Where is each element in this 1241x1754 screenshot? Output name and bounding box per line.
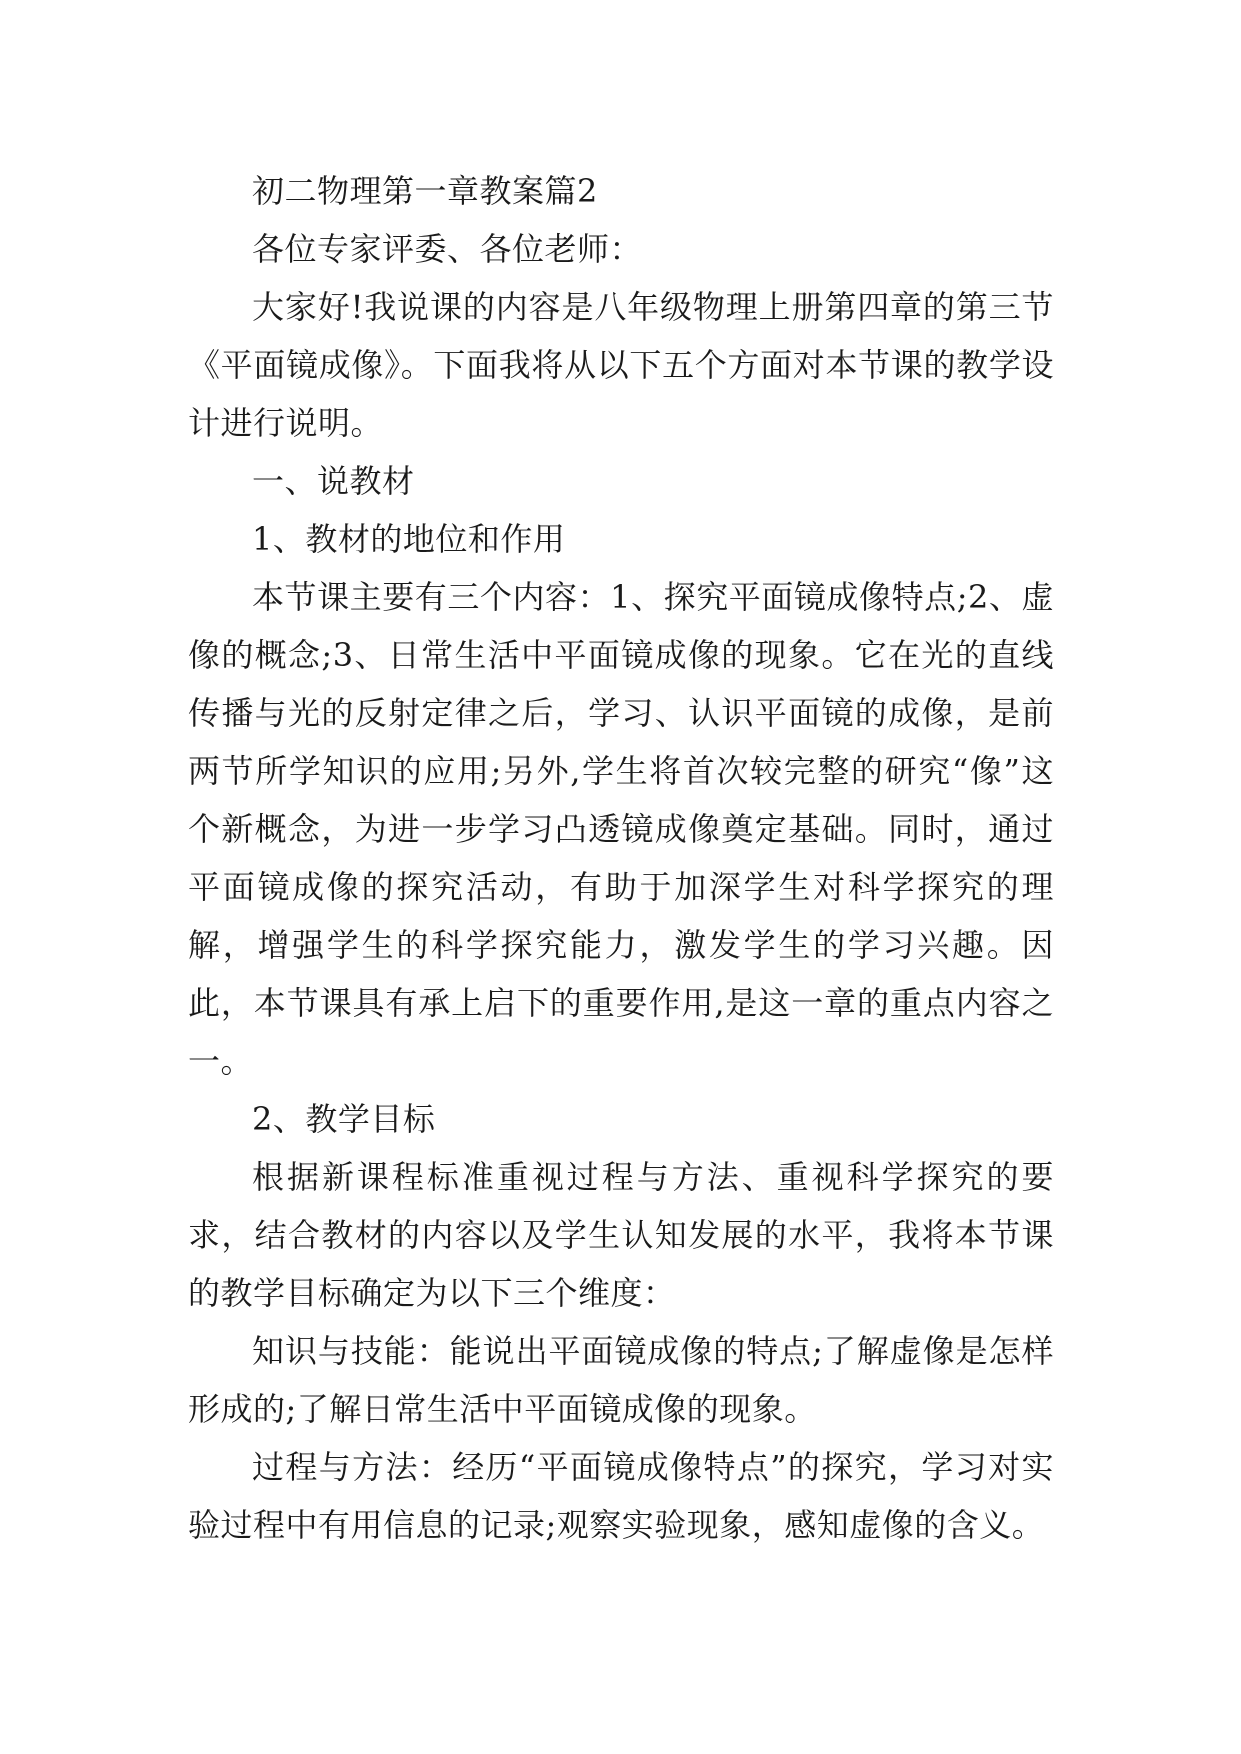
subheading-goals: 2、教学目标 [252, 1100, 436, 1138]
section-heading-textbook: 一、说教材 [252, 462, 415, 500]
paragraph-process: 过程与方法：经历“平面镜成像特点”的探究，学习对实验过程中有用信息的记录;观察实验现象，感知虚像的含义。 [188, 1448, 1054, 1544]
document-body [188, 162, 1054, 1554]
paragraph-intro: 大家好!我说课的内容是八年级物理上册第四章的第三节《平面镜成像》。下面我将从以下五个方面对本节课的教学设计进行说明。 [188, 288, 1054, 442]
paragraph-knowledge: 知识与技能：能说出平面镜成像的特点;了解虚像是怎样形成的;了解日常生活中平面镜成像的现象。 [188, 1332, 1054, 1428]
paragraph-role: 本节课主要有三个内容：1、探究平面镜成像特点;2、虚像的概念;3、日常生活中平面镜成像的现象。它在光的直线传播与光的反射定律之后，学习、认识平面镜的成像，是前两节所学知识的应用;另外,学生将首次较完整的研究“像”这个新概念，为进一步学习凸透镜成像奠定基础。同时，通过平面镜成像的探究活动，有助于加深学生对科学探究的理解，增强学生的科学探究能力，激发学生的学习兴趣。因此，本节课具有承上启下的重要作用,是这一章的重点内容之一。 [188, 578, 1054, 1080]
paragraph-goals: 根据新课程标准重视过程与方法、重视科学探究的要求，结合教材的内容以及学生认知发展的水平，我将本节课的教学目标确定为以下三个维度： [188, 1158, 1054, 1312]
document-title: 初二物理第一章教案篇2 [252, 172, 598, 210]
subheading-role: 1、教材的地位和作用 [252, 520, 566, 558]
salutation: 各位专家评委、各位老师： [252, 230, 643, 268]
